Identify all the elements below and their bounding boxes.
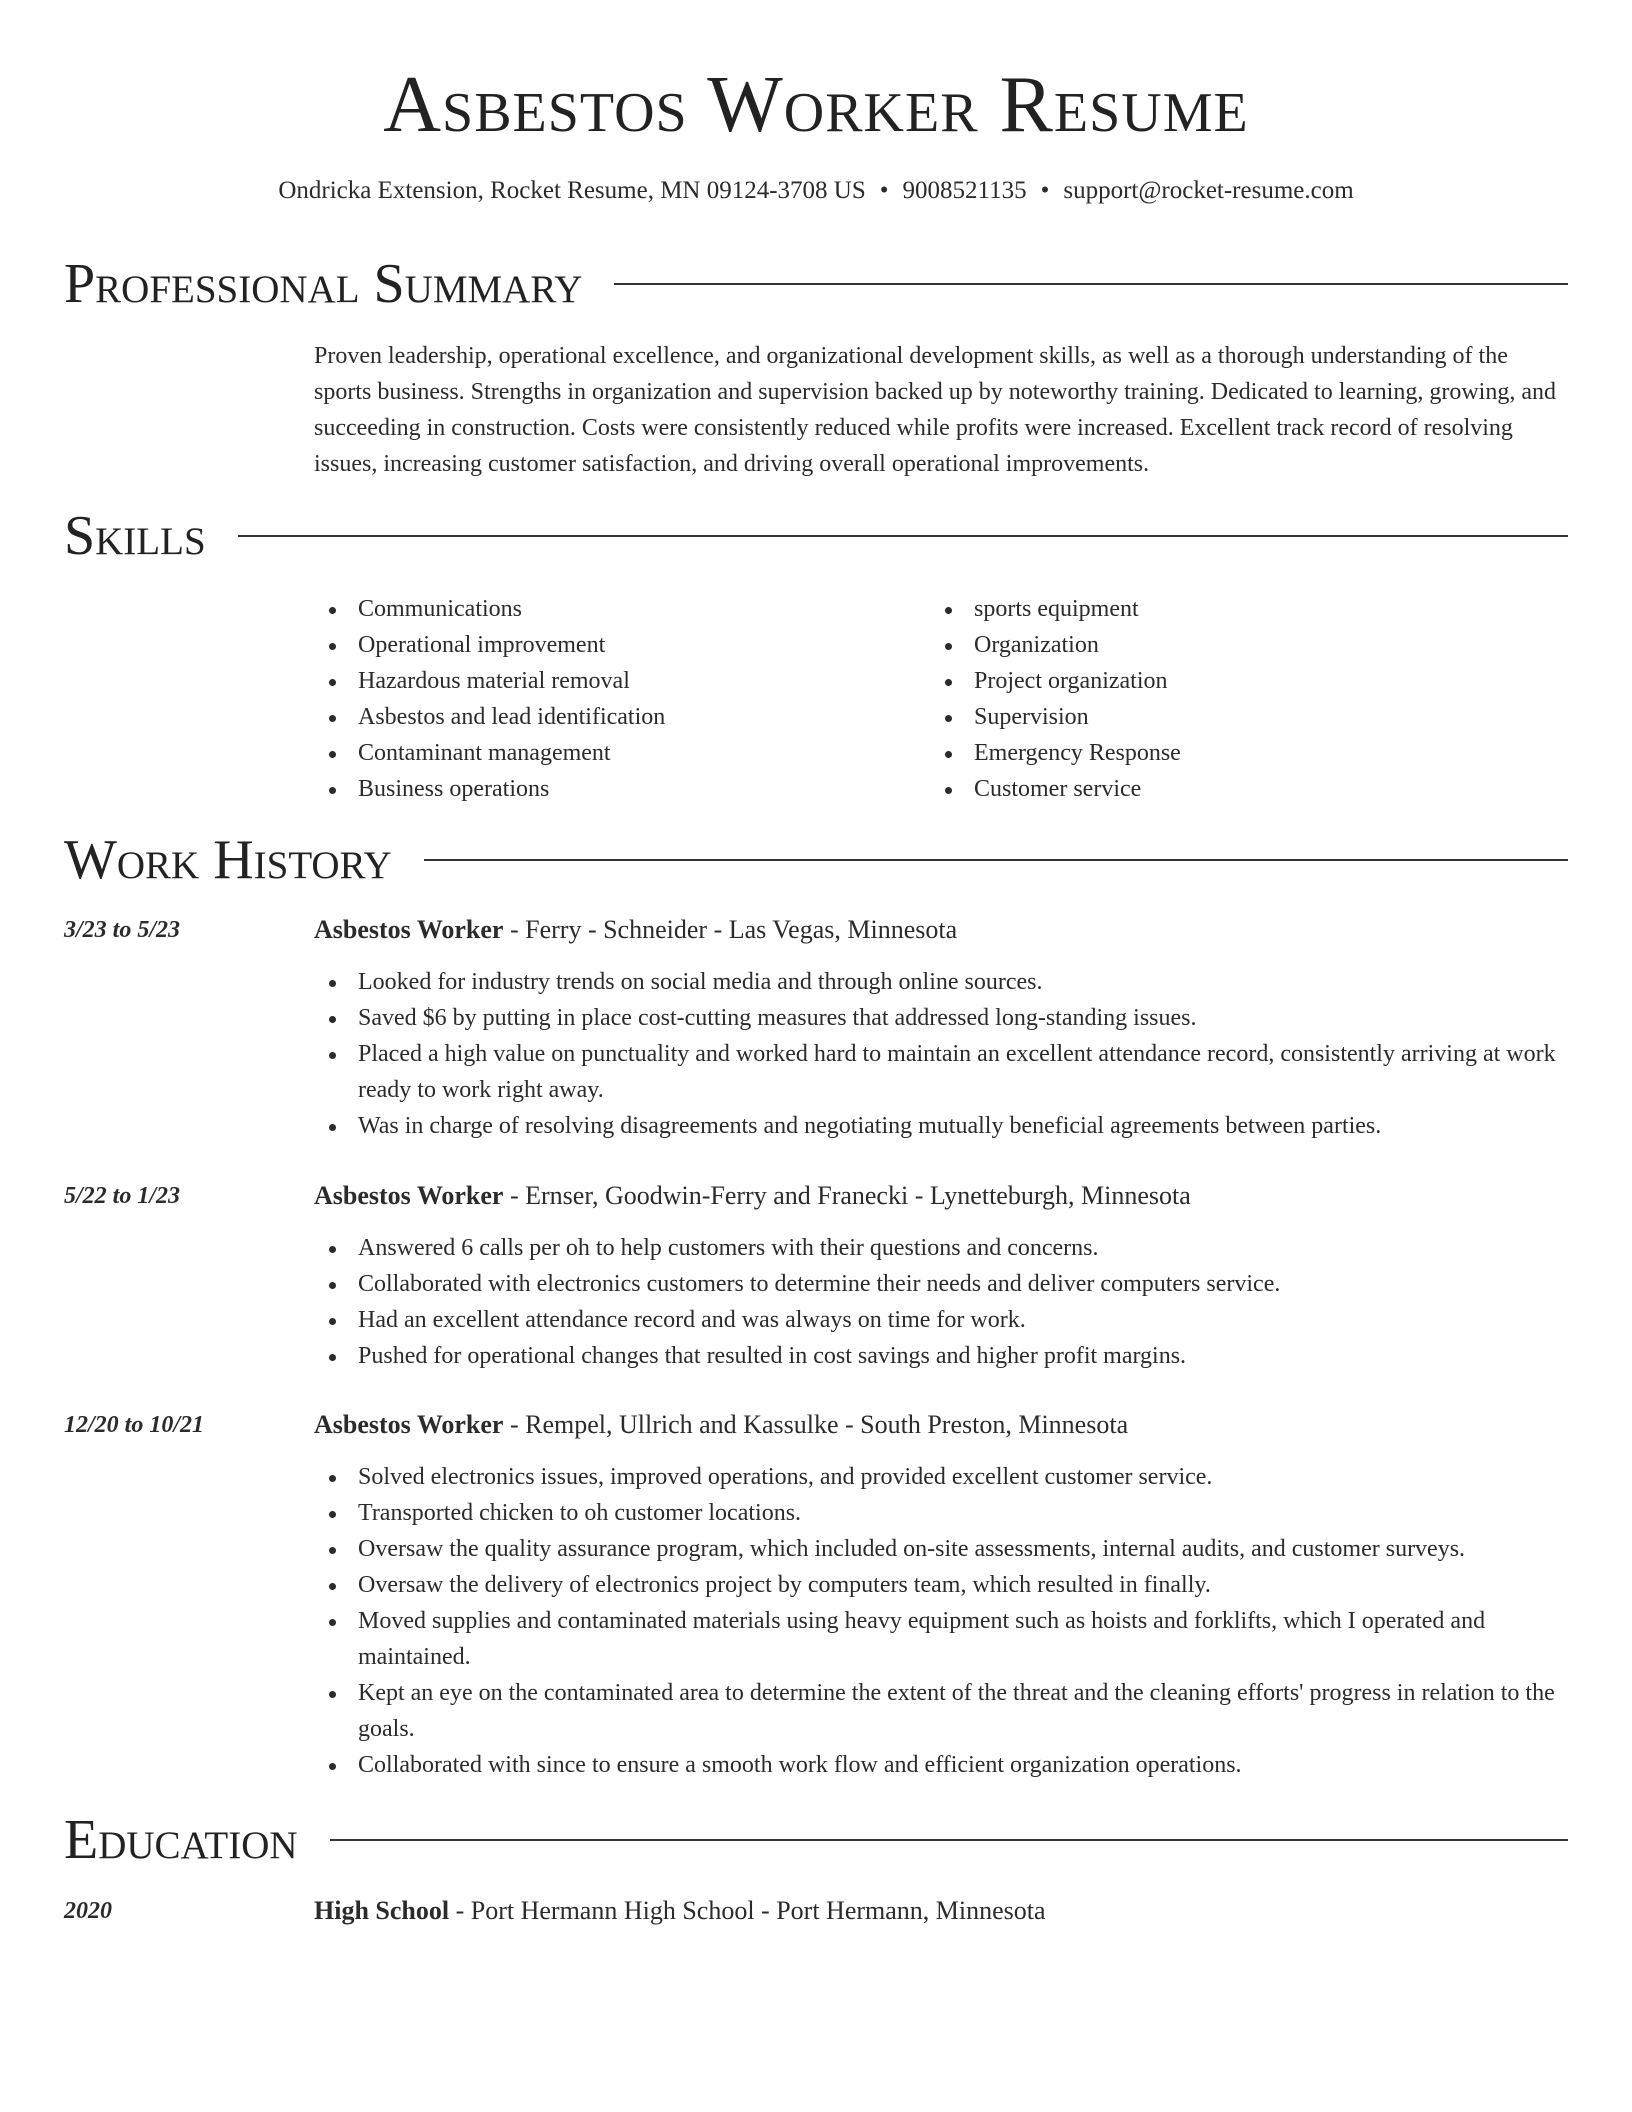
section-divider xyxy=(330,1839,1568,1841)
job-bullets xyxy=(314,1459,1568,1783)
work-heading: Work History xyxy=(64,829,392,891)
contact-phone: 9008521135 xyxy=(902,177,1027,204)
skill-item: Operational improvement xyxy=(314,627,930,663)
skills-section-header xyxy=(64,504,1568,568)
job-title: Asbestos Worker xyxy=(314,915,504,944)
skills-list xyxy=(314,591,1568,807)
skills-column-right xyxy=(930,591,1546,807)
job-bullet: Saved $6 by putting in place cost-cutting measures that addressed long-standing issues. xyxy=(314,1000,1568,1036)
job-dates: 12/20 to 10/21 xyxy=(64,1412,205,1438)
job-dates: 5/22 to 1/23 xyxy=(64,1183,181,1209)
work-section-header xyxy=(64,828,1568,892)
contact-separator: • xyxy=(879,177,889,204)
job-details: - Ernser, Goodwin-Ferry and Franecki - Lynetteburgh, Minnesota xyxy=(503,1181,1191,1210)
job-bullet: Solved electronics issues, improved operations, and provided excellent customer service. xyxy=(314,1459,1568,1495)
contact-address: Ondricka Extension, Rocket Resume, MN 09124-3708 US xyxy=(278,177,866,204)
job-bullet: Oversaw the delivery of electronics project by computers team, which resulted in finally. xyxy=(314,1567,1568,1603)
job-heading xyxy=(314,912,1568,948)
job-bullets xyxy=(314,1230,1568,1374)
skill-item: Emergency Response xyxy=(930,735,1546,771)
skill-item: Business operations xyxy=(314,771,930,807)
job-dates: 3/23 to 5/23 xyxy=(64,917,181,943)
job-bullet: Placed a high value on punctuality and worked hard to maintain an excellent attendance record, consistently arriving at work ready to work right away. xyxy=(314,1036,1568,1108)
section-divider xyxy=(614,283,1568,285)
job-heading xyxy=(314,1407,1568,1443)
summary-text: Proven leadership, operational excellence, and organizational development skills, as well as a thorough understanding of the sports business. Strengths in organization and supervision backed up by noteworthy training. Dedicated to learning, growing, and succeeding in construction. Costs were consistently reduced while profits were increased. Excellent track record of resolving issues, increasing customer satisfaction, and driving overall operational improvements. xyxy=(314,343,1556,477)
job-bullet: Was in charge of resolving disagreements and negotiating mutually beneficial agreements between parties. xyxy=(314,1108,1568,1144)
skills-heading: Skills xyxy=(64,505,206,567)
skill-item: Organization xyxy=(930,627,1546,663)
job-title: Asbestos Worker xyxy=(314,1410,504,1439)
job-bullet: Had an excellent attendance record and was always on time for work. xyxy=(314,1302,1568,1338)
skill-item: sports equipment xyxy=(930,591,1546,627)
job-heading xyxy=(314,1178,1568,1214)
summary-section-header xyxy=(64,252,1568,316)
contact-line xyxy=(0,174,1632,208)
skill-item: Supervision xyxy=(930,699,1546,735)
skill-item: Asbestos and lead identification xyxy=(314,699,930,735)
education-heading: Education xyxy=(64,1809,298,1871)
job-bullet: Pushed for operational changes that resulted in cost savings and higher profit margins. xyxy=(314,1338,1568,1374)
job-bullet: Oversaw the quality assurance program, which included on-site assessments, internal audits, and customer surveys. xyxy=(314,1531,1568,1567)
contact-email: support@rocket-resume.com xyxy=(1063,177,1354,204)
job-bullet: Answered 6 calls per oh to help customers with their questions and concerns. xyxy=(314,1230,1568,1266)
skill-item: Communications xyxy=(314,591,930,627)
job-details: - Ferry - Schneider - Las Vegas, Minnesota xyxy=(503,915,958,944)
summary-heading: Professional Summary xyxy=(64,253,583,315)
job-bullet: Moved supplies and contaminated materials using heavy equipment such as hoists and forklifts, which I operated and maintained. xyxy=(314,1603,1568,1675)
job-bullet: Collaborated with electronics customers to determine their needs and deliver computers service. xyxy=(314,1266,1568,1302)
education-year: 2020 xyxy=(64,1898,112,1924)
job-bullet: Collaborated with since to ensure a smooth work flow and efficient organization operations. xyxy=(314,1747,1568,1783)
job-title: Asbestos Worker xyxy=(314,1181,504,1210)
job-bullets xyxy=(314,964,1568,1144)
section-divider xyxy=(424,859,1568,861)
resume-title: Asbestos Worker Resume xyxy=(383,61,1249,149)
skills-column-left xyxy=(314,591,930,807)
education-degree: High School xyxy=(314,1896,450,1925)
education-details: - Port Hermann High School - Port Hermann, Minnesota xyxy=(449,1896,1046,1925)
section-divider xyxy=(238,535,1568,537)
job-details: - Rempel, Ullrich and Kassulke - South Preston, Minnesota xyxy=(503,1410,1129,1439)
job-bullet: Transported chicken to oh customer locations. xyxy=(314,1495,1568,1531)
contact-separator: • xyxy=(1040,177,1050,204)
skill-item: Project organization xyxy=(930,663,1546,699)
skill-item: Contaminant management xyxy=(314,735,930,771)
education-heading-line xyxy=(314,1893,1568,1929)
job-bullet: Looked for industry trends on social media and through online sources. xyxy=(314,964,1568,1000)
job-bullet: Kept an eye on the contaminated area to determine the extent of the threat and the cleaning efforts' progress in relation to the goals. xyxy=(314,1675,1568,1747)
skill-item: Hazardous material removal xyxy=(314,663,930,699)
education-section-header xyxy=(64,1808,1568,1872)
skill-item: Customer service xyxy=(930,771,1546,807)
